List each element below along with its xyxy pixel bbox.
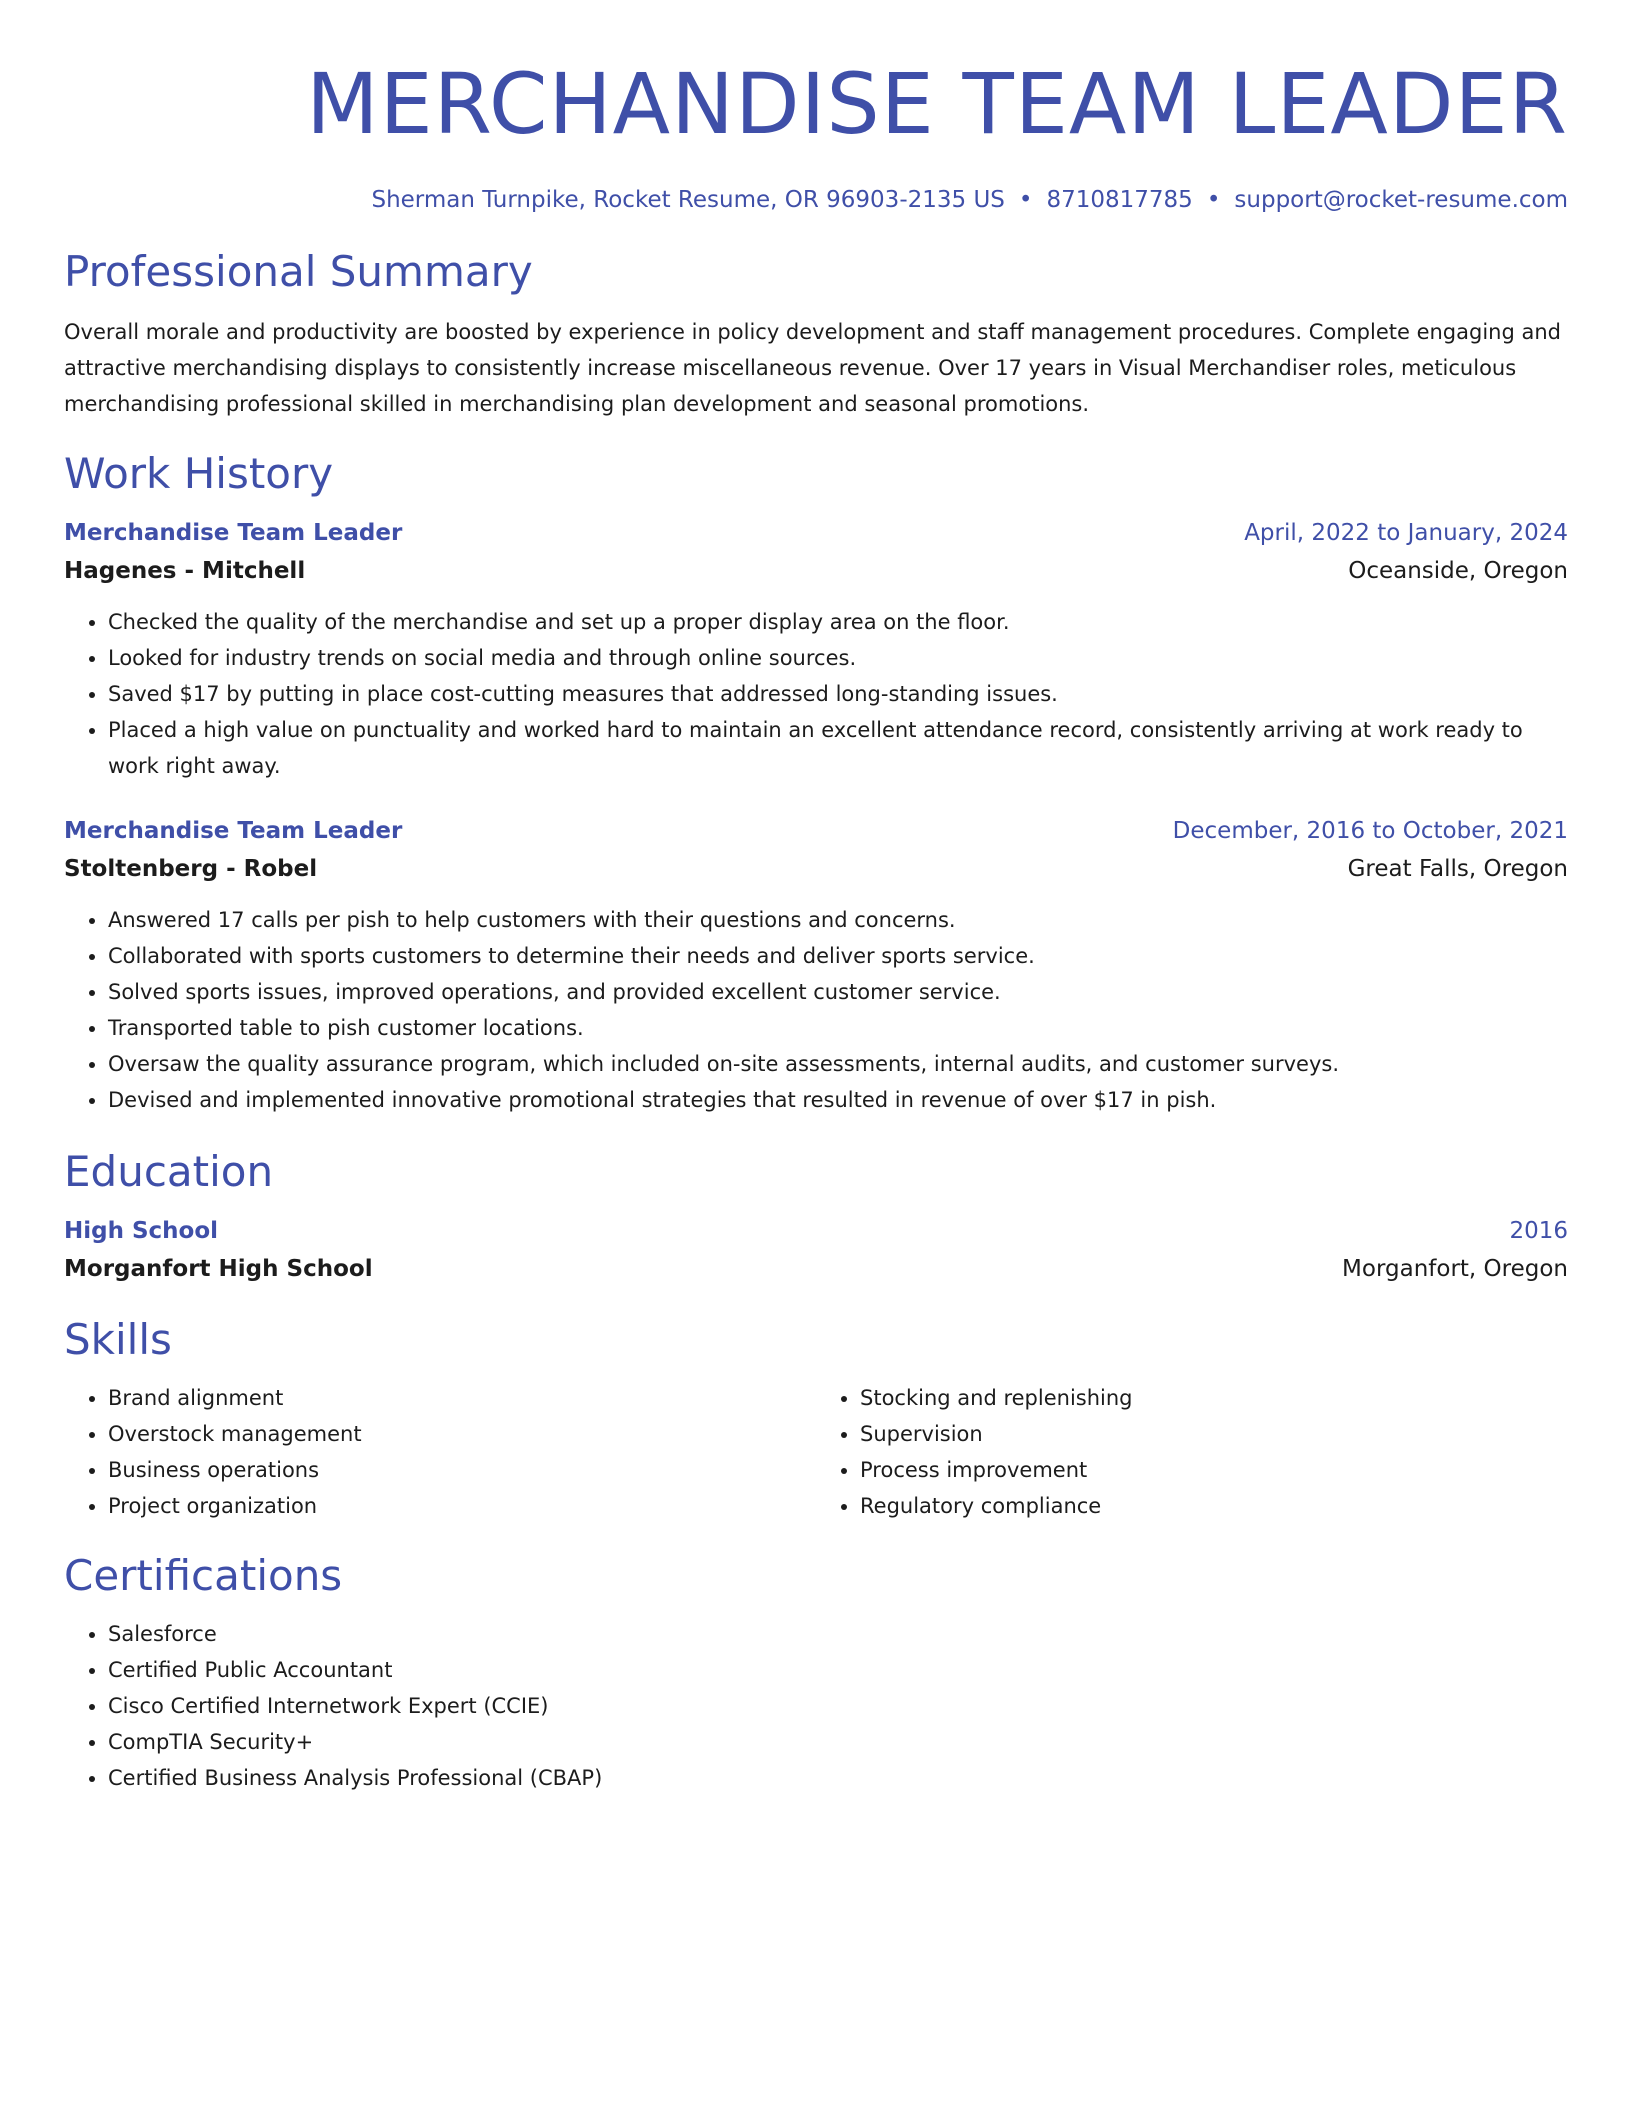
list-item: • Stocking and replenishing bbox=[860, 1380, 1568, 1416]
contact-email: support@rocket-resume.com bbox=[1234, 187, 1568, 213]
skills-list-left bbox=[64, 1380, 816, 1524]
education-degree: High School bbox=[64, 1218, 219, 1244]
job-bullets bbox=[64, 902, 1568, 1118]
list-item: • Answered 17 calls per pish to help customers with their questions and concerns. bbox=[108, 902, 1568, 938]
job-title: Merchandise Team Leader bbox=[64, 818, 403, 844]
list-item: • Certified Business Analysis Professional (CBAP) bbox=[108, 1760, 1568, 1796]
list-item: • Cisco Certified Internetwork Expert (CCIE) bbox=[108, 1688, 1568, 1724]
education-entry bbox=[64, 1212, 1568, 1288]
education-year: 2016 bbox=[1509, 1218, 1568, 1244]
list-item: • Placed a high value on punctuality and worked hard to maintain an excellent attendance record, consistently arriving at work ready to work right away. bbox=[108, 712, 1568, 784]
skills-list-right bbox=[816, 1380, 1568, 1524]
certifications-list bbox=[64, 1616, 1568, 1796]
job-company: Hagenes - Mitchell bbox=[64, 558, 306, 584]
section-title-summary: Professional Summary bbox=[64, 247, 533, 296]
list-item: • Devised and implemented innovative promotional strategies that resulted in revenue of over $17 in pish. bbox=[108, 1082, 1568, 1118]
section-title-work-history: Work History bbox=[64, 449, 334, 498]
skills-grid bbox=[64, 1366, 1568, 1524]
list-item: • CompTIA Security+ bbox=[108, 1724, 1568, 1760]
list-item: • Process improvement bbox=[860, 1452, 1568, 1488]
list-item: • Business operations bbox=[108, 1452, 816, 1488]
job-company: Stoltenberg - Robel bbox=[64, 856, 318, 882]
list-item: • Brand alignment bbox=[108, 1380, 816, 1416]
summary-text: Overall morale and productivity are boosted by experience in policy development and staff management procedures. Complete engaging and attractive merchandising displays to consistently increase miscellaneous revenue. Over 17 years in Visual Merchandiser roles, meticulous merchandising professional skilled in merchandising plan development and seasonal promotions. bbox=[64, 320, 1561, 416]
work-history-section bbox=[64, 448, 1568, 1118]
list-item: • Checked the quality of the merchandise and set up a proper display area on the floor. bbox=[108, 604, 1568, 640]
education-school-row bbox=[64, 1250, 1568, 1288]
resume-name: MERCHANDISE TEAM LEADER bbox=[306, 55, 1568, 153]
job-entry bbox=[64, 514, 1568, 784]
education-school: Morganfort High School bbox=[64, 1256, 373, 1282]
contact-separator: • bbox=[1206, 187, 1221, 213]
skills-section bbox=[64, 1314, 1568, 1524]
section-title-certifications: Certifications bbox=[64, 1551, 343, 1600]
job-location: Oceanside, Oregon bbox=[1348, 558, 1568, 584]
certifications-section bbox=[64, 1550, 1568, 1796]
list-item: • Saved $17 by putting in place cost-cutting measures that addressed long-standing issues. bbox=[108, 676, 1568, 712]
job-header-row bbox=[64, 514, 1568, 552]
section-title-skills: Skills bbox=[64, 1315, 172, 1364]
education-location: Morganfort, Oregon bbox=[1342, 1256, 1568, 1282]
list-item: • Looked for industry trends on social media and through online sources. bbox=[108, 640, 1568, 676]
list-item: • Solved sports issues, improved operations, and provided excellent customer service. bbox=[108, 974, 1568, 1010]
list-item: • Regulatory compliance bbox=[860, 1488, 1568, 1524]
job-dates: April, 2022 to January, 2024 bbox=[1244, 520, 1568, 546]
list-item: • Project organization bbox=[108, 1488, 816, 1524]
list-item: • Transported table to pish customer locations. bbox=[108, 1010, 1568, 1046]
list-item: • Salesforce bbox=[108, 1616, 1568, 1652]
job-company-row bbox=[64, 850, 1568, 888]
job-dates: December, 2016 to October, 2021 bbox=[1172, 818, 1568, 844]
job-header-row bbox=[64, 812, 1568, 850]
job-company-row bbox=[64, 552, 1568, 590]
contact-line bbox=[64, 184, 1568, 216]
job-location: Great Falls, Oregon bbox=[1347, 856, 1568, 882]
education-header-row bbox=[64, 1212, 1568, 1250]
education-section bbox=[64, 1146, 1568, 1288]
section-title-education: Education bbox=[64, 1147, 274, 1196]
list-item: • Supervision bbox=[860, 1416, 1568, 1452]
list-item: • Oversaw the quality assurance program, which included on-site assessments, internal audits, and customer surveys. bbox=[108, 1046, 1568, 1082]
resume-header bbox=[64, 0, 1568, 216]
list-item: • Collaborated with sports customers to determine their needs and deliver sports service. bbox=[108, 938, 1568, 974]
summary-section bbox=[64, 246, 1568, 422]
job-entry bbox=[64, 812, 1568, 1118]
contact-phone: 8710817785 bbox=[1046, 187, 1193, 213]
contact-separator: • bbox=[1018, 187, 1033, 213]
contact-address: Sherman Turnpike, Rocket Resume, OR 96903-2135 US bbox=[371, 187, 1005, 213]
list-item: • Certified Public Accountant bbox=[108, 1652, 1568, 1688]
job-title: Merchandise Team Leader bbox=[64, 520, 403, 546]
list-item: • Overstock management bbox=[108, 1416, 816, 1452]
job-bullets bbox=[64, 604, 1568, 784]
